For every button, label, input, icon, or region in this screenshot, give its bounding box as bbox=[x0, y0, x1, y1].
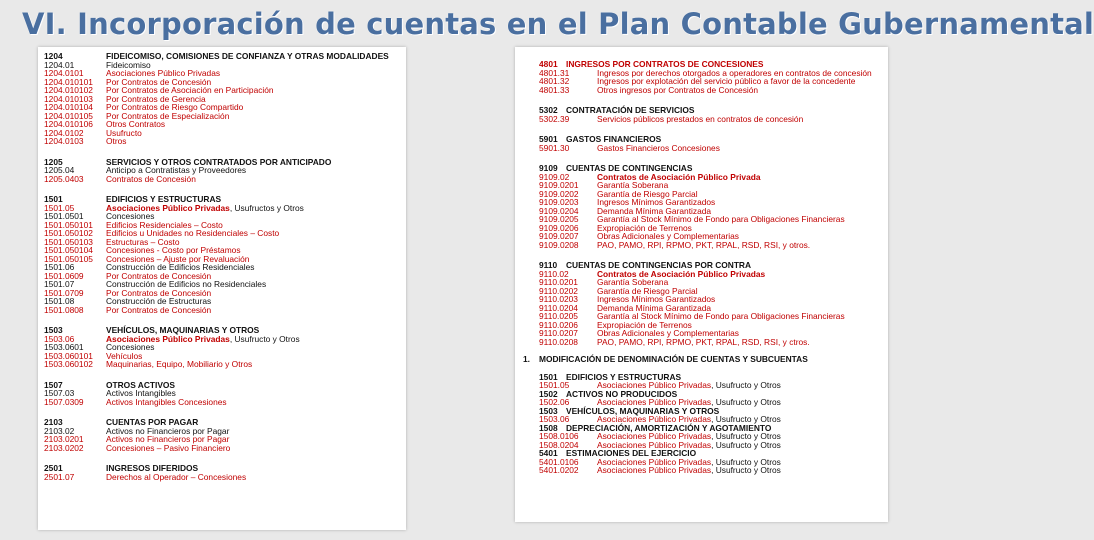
account-description: Concesiones – Ajuste por Revaluación bbox=[106, 253, 250, 264]
account-code: 4801.32 bbox=[539, 76, 570, 86]
account-code: 1204.01 bbox=[44, 59, 75, 70]
account-code: 5401 bbox=[539, 448, 558, 458]
account-description-suffix: , Usufructo y Otros bbox=[711, 431, 781, 441]
account-description: CUENTAS POR PAGAR bbox=[106, 417, 199, 427]
account-heading-row bbox=[44, 381, 389, 390]
account-description: Asociaciones Público Privadas bbox=[106, 68, 221, 78]
left-account-listing bbox=[38, 47, 406, 530]
account-description: EDIFICIOS Y ESTRUCTURAS bbox=[106, 194, 222, 204]
account-description: Asociaciones Público Privadas bbox=[597, 414, 712, 424]
account-code: 9109.0205 bbox=[539, 214, 579, 224]
account-code: 1502 bbox=[539, 388, 558, 399]
account-code: 9109.0201 bbox=[539, 180, 579, 190]
account-row bbox=[44, 306, 389, 315]
account-row bbox=[539, 270, 872, 279]
account-code: 5401.0106 bbox=[539, 456, 579, 467]
account-code: 1501.05 bbox=[539, 380, 570, 390]
account-description: FIDEICOMISO, COMISIONES DE CONFIANZA Y OTRAS MODALIDADES bbox=[106, 51, 389, 61]
left-document-body bbox=[44, 52, 389, 481]
account-description: Garantía de Riesgo Parcial bbox=[597, 285, 698, 296]
account-row bbox=[44, 280, 389, 289]
account-description: Asociaciones Público Privadas bbox=[597, 456, 712, 467]
account-code: 1503.06 bbox=[44, 333, 75, 344]
account-description: Gastos Financieros Concesiones bbox=[597, 142, 720, 153]
slide-title: VI. Incorporación de cuentas en el Plan Contable Gubernamental bbox=[22, 7, 1094, 41]
account-code: 2103.0202 bbox=[44, 442, 84, 453]
account-code: 1205.04 bbox=[44, 165, 75, 175]
account-code: 5401.0202 bbox=[539, 465, 579, 475]
account-code: 1204.0101 bbox=[44, 68, 84, 78]
account-description: Asociaciones Público Privadas bbox=[597, 397, 712, 407]
account-description: Servicios públicos prestados en contratos de concesión bbox=[597, 113, 804, 124]
account-description: Construcción de Edificios no Residenciales bbox=[106, 279, 267, 289]
account-code: 2103.0201 bbox=[44, 434, 84, 444]
account-description: Concesiones bbox=[106, 342, 155, 352]
account-description: INGRESOS POR CONTRATOS DE CONCESIONES bbox=[566, 59, 764, 69]
account-description: Otros Contratos bbox=[106, 119, 166, 129]
account-row bbox=[44, 289, 389, 298]
account-description: Asociaciones Público Privadas bbox=[597, 431, 712, 441]
account-code: 1501.0501 bbox=[44, 211, 84, 221]
account-code: 1501.08 bbox=[44, 296, 75, 306]
account-description: Garantía al Stock Mínimo de Fondo para Obligaciones Financieras bbox=[597, 214, 845, 224]
account-row bbox=[44, 297, 389, 306]
account-description: Activos Intangibles Concesiones bbox=[106, 396, 227, 407]
account-description: Construcción de Edificios Residenciales bbox=[106, 262, 255, 272]
account-description: Garantía Soberana bbox=[597, 277, 669, 287]
account-description-suffix: , Usufructo y Otros bbox=[711, 456, 781, 467]
account-description: Otros bbox=[106, 136, 127, 146]
account-code: 9109.02 bbox=[539, 171, 570, 182]
account-description: Asociaciones Público Privadas bbox=[106, 202, 230, 213]
account-description: Activos no Financieros por Pagar bbox=[106, 425, 230, 436]
account-description: Obras Adicionales y Complementarias bbox=[597, 231, 739, 241]
account-description: Expropiación de Terrenos bbox=[597, 319, 692, 330]
account-description: Edificios Residenciales – Costo bbox=[106, 219, 223, 230]
account-code: 1501.050101 bbox=[44, 219, 93, 230]
account-description: Contratos de Concesión bbox=[106, 173, 196, 184]
account-description: PAO, PAMO, RPI, RPMO, PKT, RPAL, RSD, RSI, y ctros. bbox=[597, 336, 810, 347]
account-row bbox=[44, 398, 389, 407]
account-code: 9110.0201 bbox=[539, 277, 578, 287]
account-description: Concesiones bbox=[106, 211, 155, 221]
account-description-suffix: , Usufructo y Otros bbox=[711, 414, 781, 424]
account-row bbox=[44, 335, 389, 344]
account-description-suffix: , Usufructo y Otros bbox=[711, 397, 781, 407]
account-description: ESTIMACIONES DEL EJERCICIO bbox=[566, 448, 697, 458]
account-code: 1501.0709 bbox=[44, 287, 84, 298]
account-row bbox=[44, 69, 389, 78]
account-description: ACTIVOS NO PRODUCIDOS bbox=[566, 388, 678, 399]
account-code: 1204 bbox=[44, 51, 63, 61]
account-code: 1507 bbox=[44, 379, 63, 390]
account-row bbox=[44, 204, 389, 213]
account-row bbox=[44, 444, 389, 453]
account-code: 1501 bbox=[44, 194, 63, 204]
account-code: 1502.06 bbox=[539, 397, 570, 407]
account-description: Construcción de Estructuras bbox=[106, 296, 212, 306]
account-code: 1501.05 bbox=[44, 202, 75, 213]
account-code: 9110.02 bbox=[539, 268, 569, 279]
account-row bbox=[44, 137, 389, 146]
subheading-number: 1. bbox=[523, 354, 530, 364]
account-code: 9109.0204 bbox=[539, 205, 579, 216]
account-code: 9110.0202 bbox=[539, 285, 578, 296]
account-description: OTROS ACTIVOS bbox=[106, 379, 176, 390]
account-row bbox=[539, 181, 872, 190]
account-code: 1204.010104 bbox=[44, 102, 93, 112]
account-description: Demanda Mínima Garantizada bbox=[597, 302, 712, 313]
account-description: INGRESOS DIFERIDOS bbox=[106, 463, 199, 473]
account-code: 1501.050103 bbox=[44, 236, 93, 247]
account-code: 5302 bbox=[539, 105, 558, 115]
account-row bbox=[539, 312, 872, 321]
account-description: SERVICIOS Y OTROS CONTRATADOS POR ANTICIPADO bbox=[106, 156, 332, 167]
account-row bbox=[44, 86, 389, 95]
account-description: Asociaciones Público Privadas bbox=[597, 380, 712, 390]
account-description: Contratos de Asociación Público Privadas bbox=[597, 268, 766, 279]
account-description: Concesiones – Pasivo Financiero bbox=[106, 442, 231, 453]
account-code: 9109.0206 bbox=[539, 222, 579, 233]
account-description: Por Contratos de Especialización bbox=[106, 110, 230, 121]
account-description: Ingresos por explotación del servicio público a favor de la concedente bbox=[597, 76, 856, 86]
account-row bbox=[539, 86, 872, 95]
account-description: Asociaciones Público Privadas bbox=[597, 439, 712, 450]
account-description: Maquinarias, Equipo, Mobiliario y Otros bbox=[106, 359, 253, 369]
account-code: 2501 bbox=[44, 463, 63, 473]
account-description: Ingresos Mínimos Garantizados bbox=[597, 197, 716, 207]
account-row bbox=[44, 112, 389, 121]
account-description: CONTRATACIÓN DE SERVICIOS bbox=[566, 105, 695, 115]
account-code: 1204.010103 bbox=[44, 93, 93, 104]
account-description: Derechos al Operador – Concesiones bbox=[106, 471, 247, 482]
account-description-suffix: , Usufructo y Otros bbox=[711, 465, 781, 475]
account-code: 9109.0202 bbox=[539, 188, 579, 199]
account-code: 1501 bbox=[539, 371, 558, 382]
subheading-text: MODIFICACIÓN DE DENOMINACIÓN DE CUENTAS Y SUBCUENTAS bbox=[539, 354, 808, 364]
account-description-suffix: , Usufructos y Otros bbox=[229, 202, 304, 213]
account-description: Garantía al Stock Mínimo de Fondo para Obligaciones Financieras bbox=[597, 311, 845, 321]
account-description: Obras Adicionales y Complementarias bbox=[597, 328, 739, 338]
account-row bbox=[539, 215, 872, 224]
account-code: 9110.0204 bbox=[539, 302, 578, 313]
account-description: Garantía Soberana bbox=[597, 180, 669, 190]
account-code: 9109.0207 bbox=[539, 231, 579, 241]
renamed-accounts-list bbox=[539, 373, 872, 475]
account-code: 1204.010102 bbox=[44, 85, 93, 95]
account-code: 1503 bbox=[539, 405, 558, 416]
subheading bbox=[523, 355, 872, 364]
account-code: 9110.0208 bbox=[539, 336, 578, 347]
account-code: 9109 bbox=[539, 163, 558, 173]
account-code: 2103 bbox=[44, 417, 63, 427]
account-code: 9110.0203 bbox=[539, 294, 578, 304]
right-document-body bbox=[523, 59, 872, 475]
account-code: 1503 bbox=[44, 325, 63, 335]
account-code: 9109.0208 bbox=[539, 239, 579, 250]
account-row bbox=[539, 338, 872, 347]
account-row bbox=[44, 229, 389, 238]
account-description: Otros ingresos por Contratos de Concesión bbox=[597, 84, 759, 95]
account-description: Asociaciones Público Privadas bbox=[597, 465, 712, 475]
account-description: Activos no Financieros por Pagar bbox=[106, 434, 230, 444]
account-description: Usufructo bbox=[106, 127, 142, 138]
account-row bbox=[44, 263, 389, 272]
account-row bbox=[539, 144, 872, 153]
account-row bbox=[44, 343, 389, 352]
account-description: Por Contratos de Asociación en Participación bbox=[106, 85, 274, 95]
account-description: Vehículos bbox=[106, 350, 143, 361]
account-description: Concesiones - Costo por Préstamos bbox=[106, 245, 241, 255]
account-description: Demanda Mínima Garantizada bbox=[597, 205, 712, 216]
account-code: 1501.0609 bbox=[44, 270, 84, 281]
account-description: Edificios u Unidades no Residenciales – Costo bbox=[106, 228, 280, 238]
section-spacer bbox=[44, 369, 389, 381]
account-description: Por Contratos de Concesión bbox=[106, 270, 212, 281]
account-description: Por Contratos de Riesgo Compartido bbox=[106, 102, 244, 112]
account-code: 1508.0204 bbox=[539, 439, 579, 450]
account-row bbox=[539, 466, 872, 475]
account-description-suffix: , Usufructo y Otros bbox=[711, 439, 781, 450]
account-code: 1508.0106 bbox=[539, 431, 579, 441]
account-description: GASTOS FINANCIEROS bbox=[566, 134, 662, 144]
account-description: Estructuras – Costo bbox=[106, 236, 180, 247]
account-row bbox=[44, 120, 389, 129]
account-description: Asociaciones Público Privadas bbox=[106, 333, 230, 344]
account-heading-row bbox=[44, 52, 389, 61]
account-description: DEPRECIACIÓN, AMORTIZACIÓN Y AGOTAMIENTO bbox=[566, 422, 772, 433]
account-description: VEHÍCULOS, MAQUINARIAS Y OTROS bbox=[566, 405, 720, 416]
account-code: 1503.0601 bbox=[44, 342, 84, 352]
account-row bbox=[44, 473, 389, 482]
account-description: CUENTAS DE CONTINGENCIAS POR CONTRA bbox=[566, 260, 752, 270]
account-code: 1204.0102 bbox=[44, 127, 84, 138]
account-code: 1204.010105 bbox=[44, 110, 93, 121]
account-code: 4801.31 bbox=[539, 67, 570, 78]
account-row bbox=[539, 241, 872, 250]
account-row bbox=[44, 129, 389, 138]
account-code: 9110 bbox=[539, 260, 558, 270]
account-code: 9110.0207 bbox=[539, 328, 578, 338]
account-description: PAO, PAMO, RPI, RPMO, PKT, RPAL, RSD, RSI, y otros. bbox=[597, 239, 811, 250]
account-description: Contratos de Asociación Público Privada bbox=[597, 171, 761, 182]
account-code: 4801 bbox=[539, 59, 558, 69]
account-description: Garantía de Riesgo Parcial bbox=[597, 188, 698, 199]
account-code: 2501.07 bbox=[44, 471, 75, 482]
account-code: 9109.0203 bbox=[539, 197, 579, 207]
account-row bbox=[44, 166, 389, 175]
account-row bbox=[539, 173, 872, 182]
account-code: 5901.30 bbox=[539, 142, 570, 153]
account-code: 2103.02 bbox=[44, 425, 75, 436]
account-code: 1501.050104 bbox=[44, 245, 93, 255]
account-code: 1503.060102 bbox=[44, 359, 93, 369]
account-row bbox=[539, 115, 872, 124]
account-description: Activos Intangibles bbox=[106, 388, 176, 398]
account-code: 1205.0403 bbox=[44, 173, 84, 184]
account-description: Anticipo a Contratistas y Proveedores bbox=[106, 165, 247, 175]
account-code: 1204.010106 bbox=[44, 119, 93, 129]
account-description: EDIFICIOS Y ESTRUCTURAS bbox=[566, 371, 682, 382]
account-code: 1501.06 bbox=[44, 262, 75, 272]
account-row bbox=[539, 278, 872, 287]
account-code: 4801.33 bbox=[539, 84, 570, 95]
account-code: 1501.050102 bbox=[44, 228, 93, 238]
account-code: 1503.060101 bbox=[44, 350, 93, 361]
account-description: Ingresos por derechos otorgados a operadores en contratos de concesión bbox=[597, 67, 872, 78]
account-code: 1501.050105 bbox=[44, 253, 93, 264]
account-row bbox=[44, 360, 389, 369]
account-description: CUENTAS DE CONTINGENCIAS bbox=[566, 163, 693, 173]
account-code: 1507.03 bbox=[44, 388, 75, 398]
account-code: 1503.06 bbox=[539, 414, 570, 424]
account-description: Por Contratos de Concesión bbox=[106, 76, 212, 87]
account-description: Fideicomiso bbox=[106, 59, 151, 70]
account-code: 5302.39 bbox=[539, 113, 570, 124]
account-code: 5901 bbox=[539, 134, 558, 144]
account-code: 1204.010101 bbox=[44, 76, 93, 87]
account-description: Por Contratos de Concesión bbox=[106, 304, 212, 315]
account-code: 1501.07 bbox=[44, 279, 75, 289]
section-spacer bbox=[44, 452, 389, 464]
account-description: Expropiación de Terrenos bbox=[597, 222, 692, 233]
account-description: Por Contratos de Gerencia bbox=[106, 93, 206, 104]
account-code: 9110.0205 bbox=[539, 311, 578, 321]
account-description: VEHÍCULOS, MAQUINARIAS Y OTROS bbox=[106, 325, 260, 335]
right-account-listing bbox=[515, 47, 888, 522]
account-code: 9110.0206 bbox=[539, 319, 578, 330]
account-code: 1204.0103 bbox=[44, 136, 84, 146]
account-row bbox=[44, 175, 389, 184]
section-spacer bbox=[44, 146, 389, 158]
account-code: 1205 bbox=[44, 156, 63, 167]
account-description-suffix: , Usufructo y Otros bbox=[711, 380, 781, 390]
account-code: 1508 bbox=[539, 422, 558, 433]
account-description: Por Contratos de Concesión bbox=[106, 287, 212, 298]
account-description: Ingresos Mínimos Garantizados bbox=[597, 294, 716, 304]
section-spacer bbox=[44, 406, 389, 418]
account-code: 1501.0808 bbox=[44, 304, 84, 315]
account-description-suffix: , Usufructo y Otros bbox=[229, 333, 300, 344]
account-code: 1507.0309 bbox=[44, 396, 84, 407]
